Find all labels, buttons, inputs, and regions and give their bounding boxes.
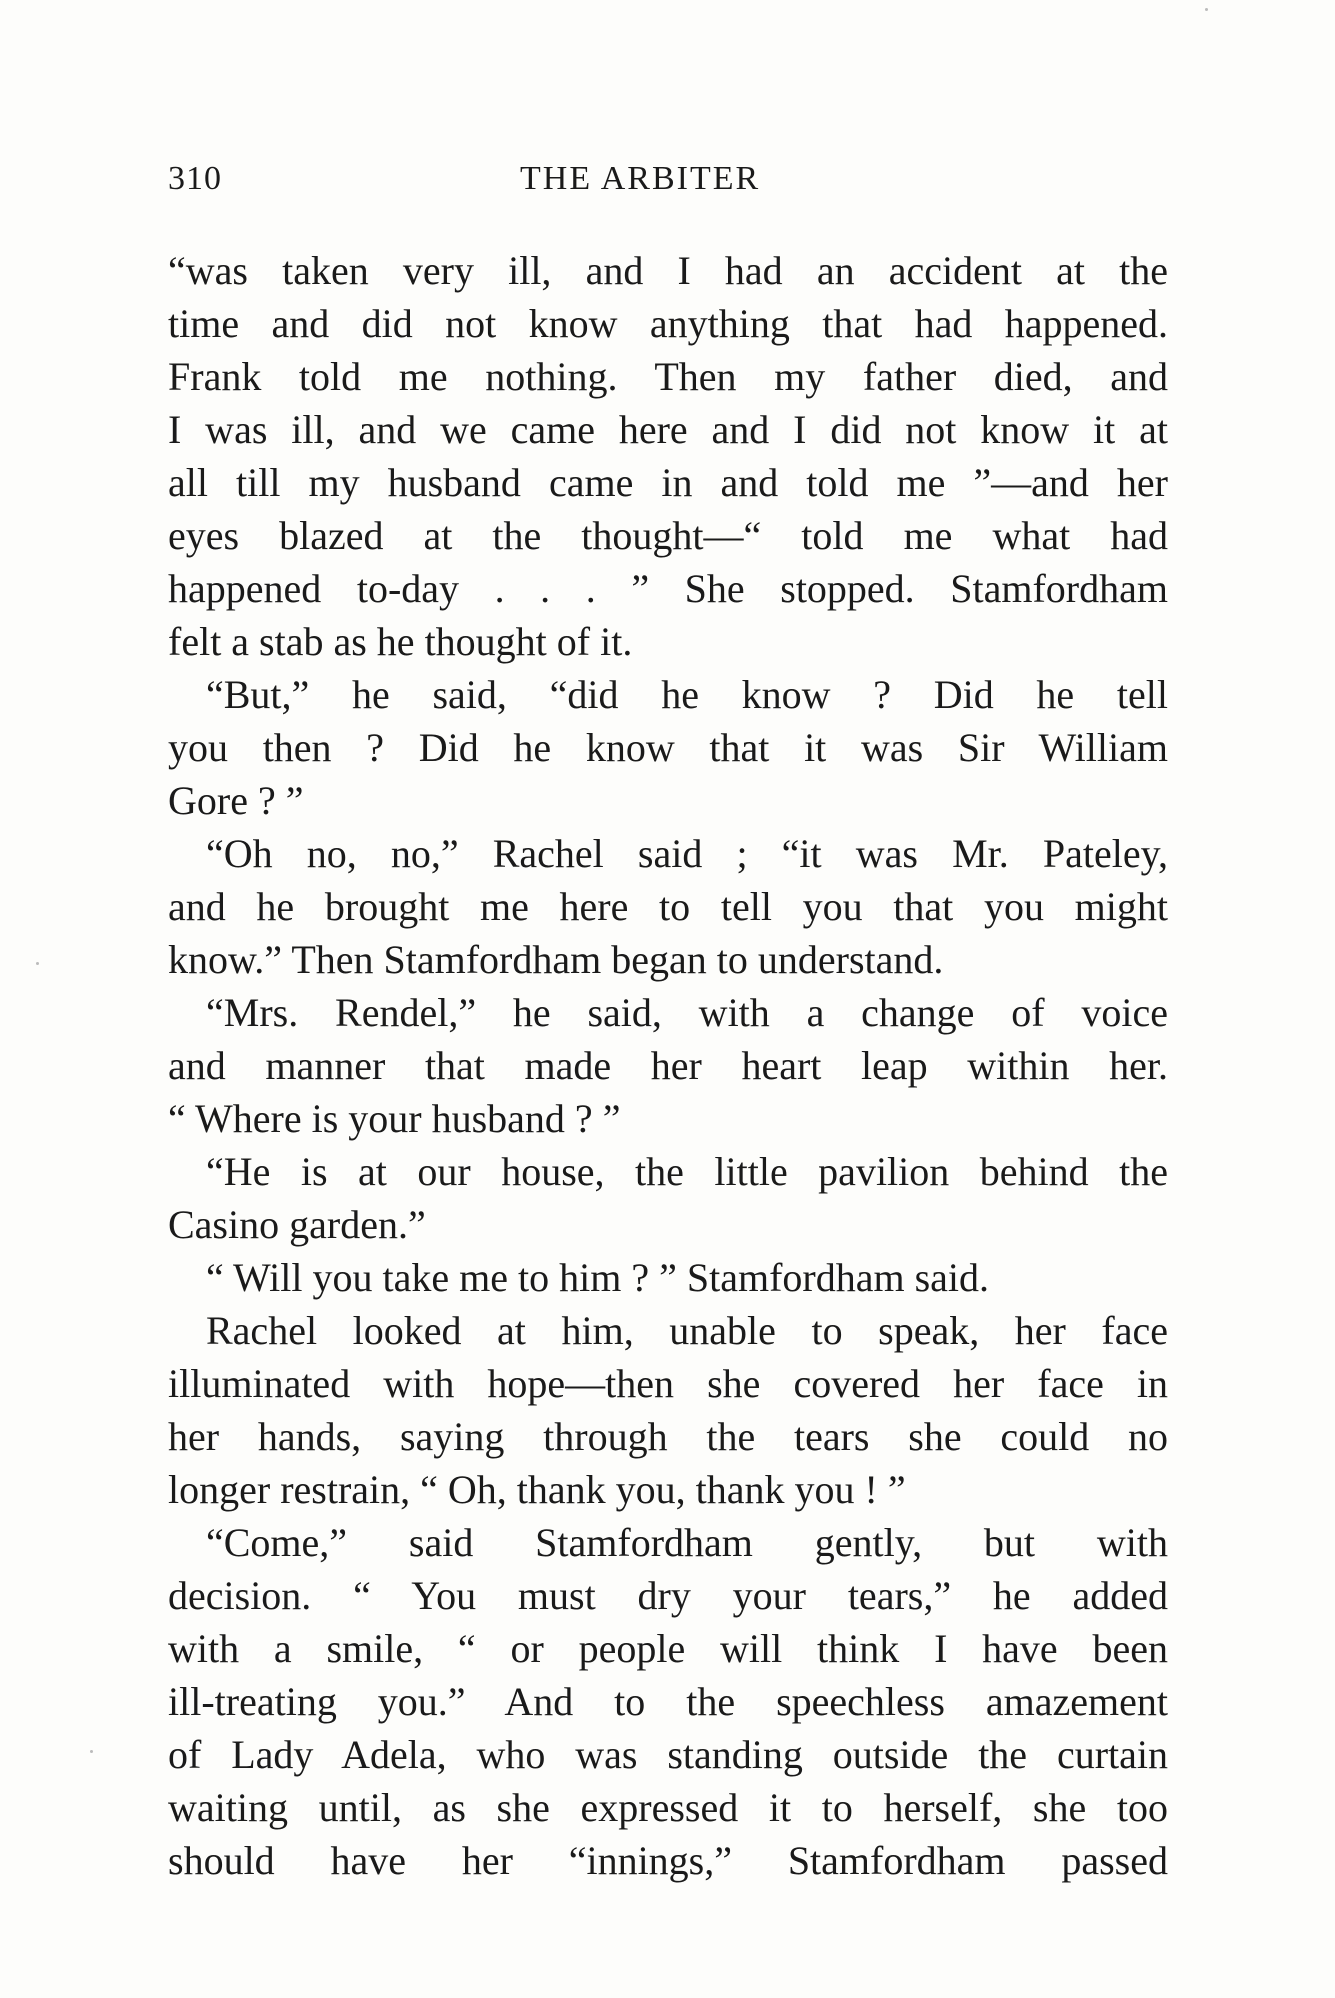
text-line: Gore ? ” xyxy=(168,778,304,823)
text-line: you then ? Did he know that it was Sir William xyxy=(168,725,1168,770)
text-line: with a smile, “ or people will think I have been xyxy=(168,1626,1168,1671)
text-line: felt a stab as he thought of it. xyxy=(168,619,633,664)
text-line: “Oh no, no,” Rachel said ; “it was Mr. Pateley, xyxy=(206,831,1168,876)
text-line: of Lady Adela, who was standing outside the curtain xyxy=(168,1732,1168,1777)
text-line: decision. “ You must dry your tears,” he added xyxy=(168,1573,1168,1618)
text-line: time and did not know anything that had happened. xyxy=(168,301,1168,346)
text-line: know.” Then Stamfordham began to understand. xyxy=(168,937,944,982)
text-line: ill-treating you.” And to the speechless amazement xyxy=(168,1679,1168,1724)
text-line: “Come,” said Stamfordham gently, but with xyxy=(206,1520,1168,1565)
page-number: 310 xyxy=(168,160,222,197)
text-line: I was ill, and we came here and I did not know it at xyxy=(168,407,1168,452)
text-line: “Mrs. Rendel,” he said, with a change of voice xyxy=(206,990,1168,1035)
text-line: eyes blazed at the thought—“ told me what had xyxy=(168,513,1168,558)
text-line: and he brought me here to tell you that you might xyxy=(168,884,1168,929)
text-line: “But,” he said, “did he know ? Did he tell xyxy=(206,672,1168,717)
paper-speck xyxy=(90,1750,93,1753)
text-line: waiting until, as she expressed it to herself, she too xyxy=(168,1785,1168,1830)
text-line: “ Will you take me to him ? ” Stamfordham said. xyxy=(206,1255,990,1300)
running-head xyxy=(168,160,1166,208)
text-line: happened to-day . . . ” She stopped. Stamfordham xyxy=(168,566,1168,611)
text-line: longer restrain, “ Oh, thank you, thank you ! ” xyxy=(168,1467,906,1512)
text-line: all till my husband came in and told me ”—and her xyxy=(168,460,1168,505)
text-line: her hands, saying through the tears she could no xyxy=(168,1414,1168,1459)
text-line: and manner that made her heart leap within her. xyxy=(168,1043,1168,1088)
text-line: “He is at our house, the little pavilion behind the xyxy=(206,1149,1168,1194)
running-title: THE ARBITER xyxy=(520,160,761,197)
text-line: “was taken very ill, and I had an accident at the xyxy=(168,248,1168,293)
text-line: illuminated with hope—then she covered her face in xyxy=(168,1361,1168,1406)
text-line: Frank told me nothing. Then my father died, and xyxy=(168,354,1168,399)
paper-speck xyxy=(36,962,39,965)
text-line: should have her “innings,” Stamfordham passed xyxy=(168,1838,1168,1883)
text-line: Casino garden.” xyxy=(168,1202,426,1247)
paper-speck xyxy=(1205,8,1208,11)
text-line: Rachel looked at him, unable to speak, her face xyxy=(206,1308,1168,1353)
text-line: “ Where is your husband ? ” xyxy=(168,1096,621,1141)
body-text xyxy=(168,244,1168,1887)
